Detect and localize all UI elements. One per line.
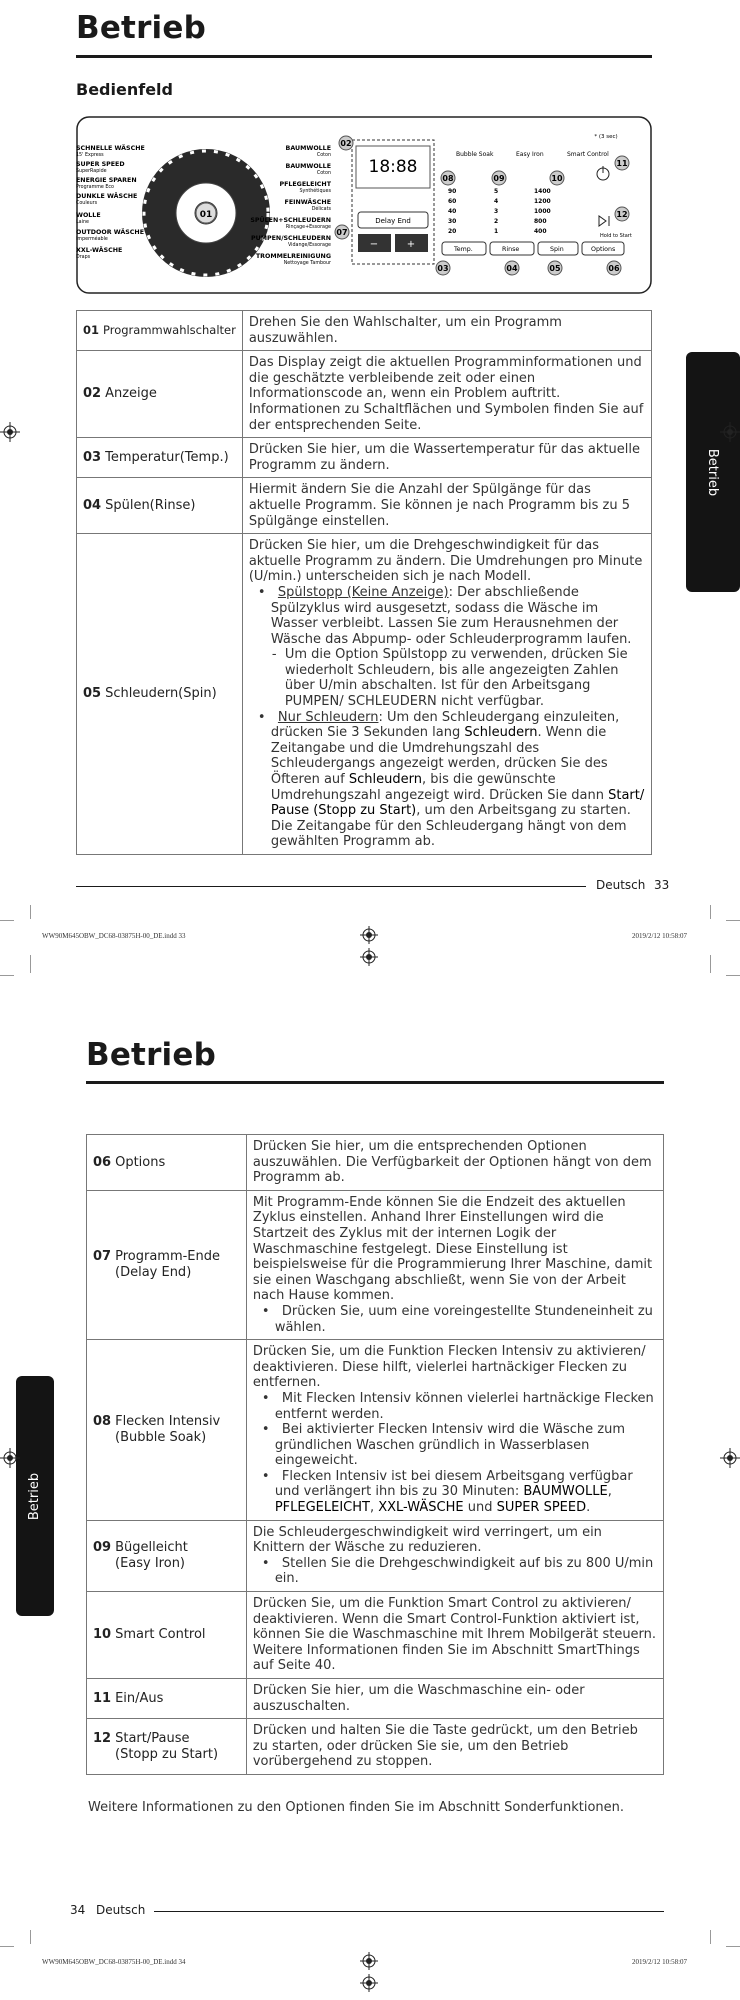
table-row <box>77 478 652 534</box>
dial-label-right: BAUMWOLLE <box>285 145 331 152</box>
control-panel-illustration <box>76 116 652 294</box>
three-sec-note: * (3 sec) <box>594 134 618 140</box>
table-row <box>87 1592 664 1679</box>
registration-mark-icon <box>360 948 378 966</box>
dial-label-right: PFLEGELEICHT <box>279 181 331 188</box>
side-tab: Betrieb <box>16 1376 54 1616</box>
callout-05: 05 <box>549 264 561 273</box>
print-slug-left: WW90M645OBW_DC68-03875H-00_DE.indd 33 <box>42 932 186 940</box>
minus-button: − <box>369 239 379 250</box>
callout-02: 02 <box>340 139 352 148</box>
options-note: Weitere Informationen zu den Optionen finden Sie im Abschnitt Sonderfunktionen. <box>88 1800 625 1815</box>
callout-01 <box>196 203 216 223</box>
row-key: 09 Bügelleicht (Easy Iron) <box>87 1520 247 1591</box>
temp-value: 60 <box>448 198 457 205</box>
bullet-item: • Mit Flecken Intensiv können vielerlei hartnäckige Flecken entfernt werden. <box>261 1390 654 1422</box>
callout-04: 04 <box>506 264 518 273</box>
callout-10: 10 <box>551 174 563 183</box>
dial-label-right: TROMMELREINIGUNG <box>255 253 331 260</box>
row-key: 05 Schleudern(Spin) <box>77 534 243 855</box>
title-rule <box>76 55 652 58</box>
dial-sublabel-left: Draps <box>76 255 91 260</box>
svg-text:01: 01 <box>199 210 213 220</box>
table-row <box>77 534 652 855</box>
display-digits: 18:88 <box>368 157 418 177</box>
dial-label-right: BAUMWOLLE <box>285 163 331 170</box>
bullet-item: • Drücken Sie, uum eine voreingestellte Stundeneinheit zu wählen. <box>261 1303 653 1335</box>
rinse-value: 1 <box>494 228 499 235</box>
table-row <box>77 311 652 351</box>
table-row <box>87 1340 664 1521</box>
crop-mark <box>710 955 711 973</box>
row-value: Mit Programm-Ende können Sie die Endzeit des aktuellen Zyklus einstellen. Anhand Ihrer Einstellungen wird die Startzeit des Zyklus mit der internen Logik der Waschmaschine festgelegt. Diese Einstellung ist beispielsweise für die Programmierung Ihrer Maschine, damit sie einen Waschgang abschließt, wenn Sie von der Arbeit nach Hause kommen. • Drücken Sie, uum eine voreingestellte Stundeneinheit zu wählen. <box>246 1190 663 1339</box>
dial-sublabel-left: Laine <box>76 220 89 225</box>
spin-value: 1000 <box>534 208 551 215</box>
page-number: 33 <box>654 878 670 892</box>
registration-mark-icon <box>720 1448 740 1468</box>
footer-language: Deutsch <box>596 878 646 892</box>
table-row <box>87 1520 664 1591</box>
dial-label-left: SCHNELLE WÄSCHE <box>76 145 145 152</box>
section-heading: Bedienfeld <box>76 80 173 99</box>
dial-label-left: DUNKLE WÄSCHE <box>76 193 138 200</box>
dial-sublabel-right: Vidange/Essorage <box>287 243 331 248</box>
dial-label-right: PUMPEN/SCHLEUDERN <box>251 235 331 242</box>
registration-mark-icon <box>0 1448 20 1468</box>
page-number: 34 <box>70 1903 86 1917</box>
spin-value: 400 <box>534 228 547 235</box>
rinse-button-label: Rinse <box>502 246 520 253</box>
footer-language: Deutsch <box>96 1903 146 1917</box>
bullet-item: • Spülstopp (Keine Anzeige): Der abschließende Spülzyklus wird ausgesetzt, sodass die Wäsche im Wasser verbleibt. Lassen Sie zum Herausnehmen der Wäsche das Abpump- oder Schleuderprogramm laufen. <box>257 584 632 647</box>
dial-sublabel-right: Nettoyage Tambour <box>283 261 331 266</box>
temp-button-label: Temp. <box>454 246 473 253</box>
dial-label-left: WOLLE <box>76 212 101 219</box>
dial-sublabel-left: 15' Express <box>76 153 104 158</box>
row-value: Drücken Sie hier, um die Drehgeschwindigkeit für das aktuelle Programm zu ändern. Die Umdrehungen pro Minute (U/min.) unterscheiden sich je nach Modell. • Spülstopp (Keine Anzeige): Der abschließende Spülzyklus wird ausgesetzt, sodass die Wäsche im Wasser verbleibt. Lassen Sie zum Herausnehmen der Wäsche das Abpump- oder Schleuderprogramm laufen. - Um die Option Spülstopp zu verwenden, drücken Sie wiederholt Schleudern, bis alle angezeigten Zahlen über U/min abschalten. Ist für den Arbeitsgang PUMPEN/ SCHLEUDERN nicht verfügbar. • Nur Schleudern: Um den Schleudergang einzuleiten, drücken Sie 3 Sekunden lang Schleudern. Wenn die Zeitangabe und die Umdrehungszahl des Schleudergangs angezeigt werden, drücken Sie des Öfteren auf Schleudern, bis die gewünschte Umdrehungszahl angezeigt wird. Drücken Sie dann Start/ Pause (Stopp zu Start), um den Arbeitsgang zu starten. Die Zeitangabe für den Schleudergang hängt von dem gewählten Programm ab. <box>242 534 651 855</box>
crop-mark <box>726 920 740 921</box>
row-value: Drücken Sie hier, um die Waschmaschine ein- oder auszuschalten. <box>246 1679 663 1719</box>
hold-to-start-label: Hold to Start <box>600 233 632 239</box>
dial-label-left: SUPER SPEED <box>76 161 125 168</box>
registration-mark-icon <box>360 1952 378 1970</box>
row-value: Drücken und halten Sie die Taste gedrückt, um den Betrieb zu starten, oder drücken Sie sie, um den Betrieb vorübergehend zu stoppen. <box>246 1719 663 1775</box>
callout-03: 03 <box>437 264 449 273</box>
row-key: 06 Options <box>87 1135 247 1191</box>
crop-mark <box>0 920 14 921</box>
row-value: Drücken Sie, um die Funktion Smart Control zu aktivieren/ deaktivieren. Wenn die Smart Control-Funktion aktiviert ist, können Sie die Waschmaschine mit Ihrem Mobilgerät steuern. Weitere Informationen finden Sie im Abschnitt SmartThings auf Seite 40. <box>246 1592 663 1679</box>
dial-sublabel-left: Couleurs <box>76 201 98 206</box>
row-key: 02 Anzeige <box>77 351 243 438</box>
row-key: 08 Flecken Intensiv (Bubble Soak) <box>87 1340 247 1521</box>
table-row <box>87 1679 664 1719</box>
callout-09: 09 <box>493 174 505 183</box>
spin-value: 1400 <box>534 188 551 195</box>
rinse-value: 5 <box>494 188 499 195</box>
footer-rule <box>76 886 586 887</box>
row-key: 07 Programm-Ende (Delay End) <box>87 1190 247 1339</box>
dial-sublabel-right: Délicats <box>311 207 331 212</box>
table-row <box>87 1135 664 1191</box>
dial-sublabel-right: Coton <box>316 153 331 158</box>
temp-value: 90 <box>448 188 457 195</box>
page-title: Betrieb <box>86 1037 217 1073</box>
side-tab: Betrieb <box>686 352 740 592</box>
print-slug-left: WW90M645OBW_DC68-03875H-00_DE.indd 34 <box>42 1958 186 1966</box>
dial-sublabel-left: Imperméable <box>76 237 108 242</box>
dial-label-left: OUTDOOR WÄSCHE <box>76 229 144 236</box>
dial-sublabel-right: Synthétiques <box>299 189 331 194</box>
table-row <box>77 438 652 478</box>
spin-value: 800 <box>534 218 547 225</box>
registration-mark-icon <box>360 926 378 944</box>
registration-mark-icon <box>0 422 20 442</box>
bubble-soak-label: Bubble Soak <box>456 151 494 158</box>
crop-mark <box>710 1930 711 1944</box>
bullet-item: • Nur Schleudern: Um den Schleudergang einzuleiten, drücken Sie 3 Sekunden lang Schleudern. Wenn die Zeitangabe und die Umdrehungszahl des Schleudergangs angezeigt werden, drücken Sie des Öfteren auf Schleudern, bis die gewünschte Umdrehungszahl angezeigt wird. Drücken Sie dann Start/ Pause (Stopp zu Start), um den Arbeitsgang zu starten. <box>257 709 645 819</box>
options-button-label: Options <box>591 246 616 253</box>
row-key: 12 Start/Pause (Stopp zu Start) <box>87 1719 247 1775</box>
title-rule <box>86 1081 664 1084</box>
row-key: 03 Temperatur(Temp.) <box>77 438 243 478</box>
page-title: Betrieb <box>76 10 207 46</box>
rinse-value: 3 <box>494 208 499 215</box>
callout-08: 08 <box>442 174 454 183</box>
delay-end-label: Delay End <box>375 217 411 225</box>
callout-07: 07 <box>336 228 348 237</box>
smart-control-label: Smart Control <box>567 151 609 158</box>
table-row <box>87 1190 664 1339</box>
callout-11: 11 <box>616 159 628 168</box>
temp-value: 40 <box>448 208 457 215</box>
row-value: Hiermit ändern Sie die Anzahl der Spülgänge für das aktuelle Programm. Sie können je nach Programm bis zu 5 Spülgänge einstellen. <box>242 478 651 534</box>
sub-item: - Um die Option Spülstopp zu verwenden, drücken Sie wiederholt Schleudern, bis alle angezeigten Zahlen über U/min abschalten. Ist für den Arbeitsgang PUMPEN/ SCHLEUDERN nicht verfügbar. <box>271 647 628 710</box>
plus-button: + <box>406 239 416 250</box>
rinse-value: 2 <box>494 218 499 225</box>
row-key: 01 Programmwahlschalter <box>77 311 243 351</box>
table-row <box>77 351 652 438</box>
controls-table-page2 <box>86 1134 664 1775</box>
print-slug-right: 2019/2/12 10:58:07 <box>632 1958 688 1966</box>
spin-value: 1200 <box>534 198 551 205</box>
dial-label-right: FEINWÄSCHE <box>284 199 331 206</box>
easy-iron-label: Easy Iron <box>516 151 544 158</box>
bullet-item: • Flecken Intensiv ist bei diesem Arbeitsgang verfügbar und verlängert ihn bis zu 30 Minuten: BAUMWOLLE, PFLEGELEICHT, XXL-WÄSCHE und SUPER SPEED. <box>261 1468 633 1516</box>
rinse-value: 4 <box>494 198 499 205</box>
print-slug-right: 2019/2/12 10:58:07 <box>632 932 688 940</box>
row-key: 11 Ein/Aus <box>87 1679 247 1719</box>
spin-button-label: Spin <box>550 246 564 253</box>
row-value: Die Schleudergeschwindigkeit wird verringert, um ein Knittern der Wäsche zu reduzieren. • Stellen Sie die Drehgeschwindigkeit auf bis zu 800 U/min ein. <box>246 1520 663 1591</box>
bullet-item: • Stellen Sie die Drehgeschwindigkeit auf bis zu 800 U/min ein. <box>261 1555 654 1587</box>
row-value: Drücken Sie hier, um die Wassertemperatur für das aktuelle Programm zu ändern. <box>242 438 651 478</box>
row-value: Drehen Sie den Wahlschalter, um ein Programm auszuwählen. <box>242 311 651 351</box>
dial-label-left: ENERGIE SPAREN <box>76 177 137 184</box>
registration-mark-icon <box>360 1974 378 1992</box>
crop-mark <box>0 1946 14 1947</box>
row-key: 10 Smart Control <box>87 1592 247 1679</box>
table-row <box>87 1719 664 1775</box>
callout-06: 06 <box>608 264 620 273</box>
row-key: 04 Spülen(Rinse) <box>77 478 243 534</box>
registration-mark-icon <box>720 422 740 442</box>
callout-12: 12 <box>616 210 628 219</box>
dial-label-left: XXL-WÄSCHE <box>76 247 123 254</box>
dial-sublabel-left: Programme Eco <box>76 185 114 190</box>
crop-mark <box>710 905 711 919</box>
crop-mark <box>0 975 14 976</box>
temp-value: 20 <box>448 228 457 235</box>
dial-label-right: SPÜLEN+SCHLEUDERN <box>250 217 331 224</box>
crop-mark <box>30 905 31 919</box>
row-value: Drücken Sie hier, um die entsprechenden Optionen auszuwählen. Die Verfügbarkeit der Optionen hängt von dem Programm ab. <box>246 1135 663 1191</box>
crop-mark <box>726 975 740 976</box>
crop-mark <box>30 955 31 973</box>
bullet-item: • Bei aktivierter Flecken Intensiv wird die Wäsche zum gründlichen Waschen gründlich in Wasserblasen eingeweicht. <box>261 1422 626 1469</box>
dial-sublabel-right: Rinçage+Essorage <box>285 225 331 230</box>
dial-sublabel-left: SuperRapide <box>76 169 107 174</box>
row-value: Drücken Sie, um die Funktion Flecken Intensiv zu aktivieren/ deaktivieren. Diese hilft, vielerlei hartnäckiger Flecken zu entfernen. • Mit Flecken Intensiv können vielerlei hartnäckige Flecken entfernt werden. • Bei aktivierter Flecken Intensiv wird die Wäsche zum gründlichen Waschen gründlich in Wasserblasen eingeweicht. • Flecken Intensiv ist bei diesem Arbeitsgang verfügbar und verlängert ihn bis zu 30 Minuten: BAUMWOLLE, PFLEGELEICHT, XXL-WÄSCHE und SUPER SPEED. <box>246 1340 663 1521</box>
temp-value: 30 <box>448 218 457 225</box>
controls-table-page1 <box>76 310 652 855</box>
footer-rule <box>154 1911 664 1912</box>
crop-mark <box>30 1930 31 1944</box>
row-value: Das Display zeigt die aktuellen Programminformationen und die geschätzte verbleibende zeit oder einen Informationscode an, wenn ein Problem auftritt. Informationen zu Schaltflächen und Symbolen finden Sie auf der entsprechenden Seite. <box>242 351 651 438</box>
dial-sublabel-right: Coton <box>316 171 331 176</box>
crop-mark <box>726 1946 740 1947</box>
